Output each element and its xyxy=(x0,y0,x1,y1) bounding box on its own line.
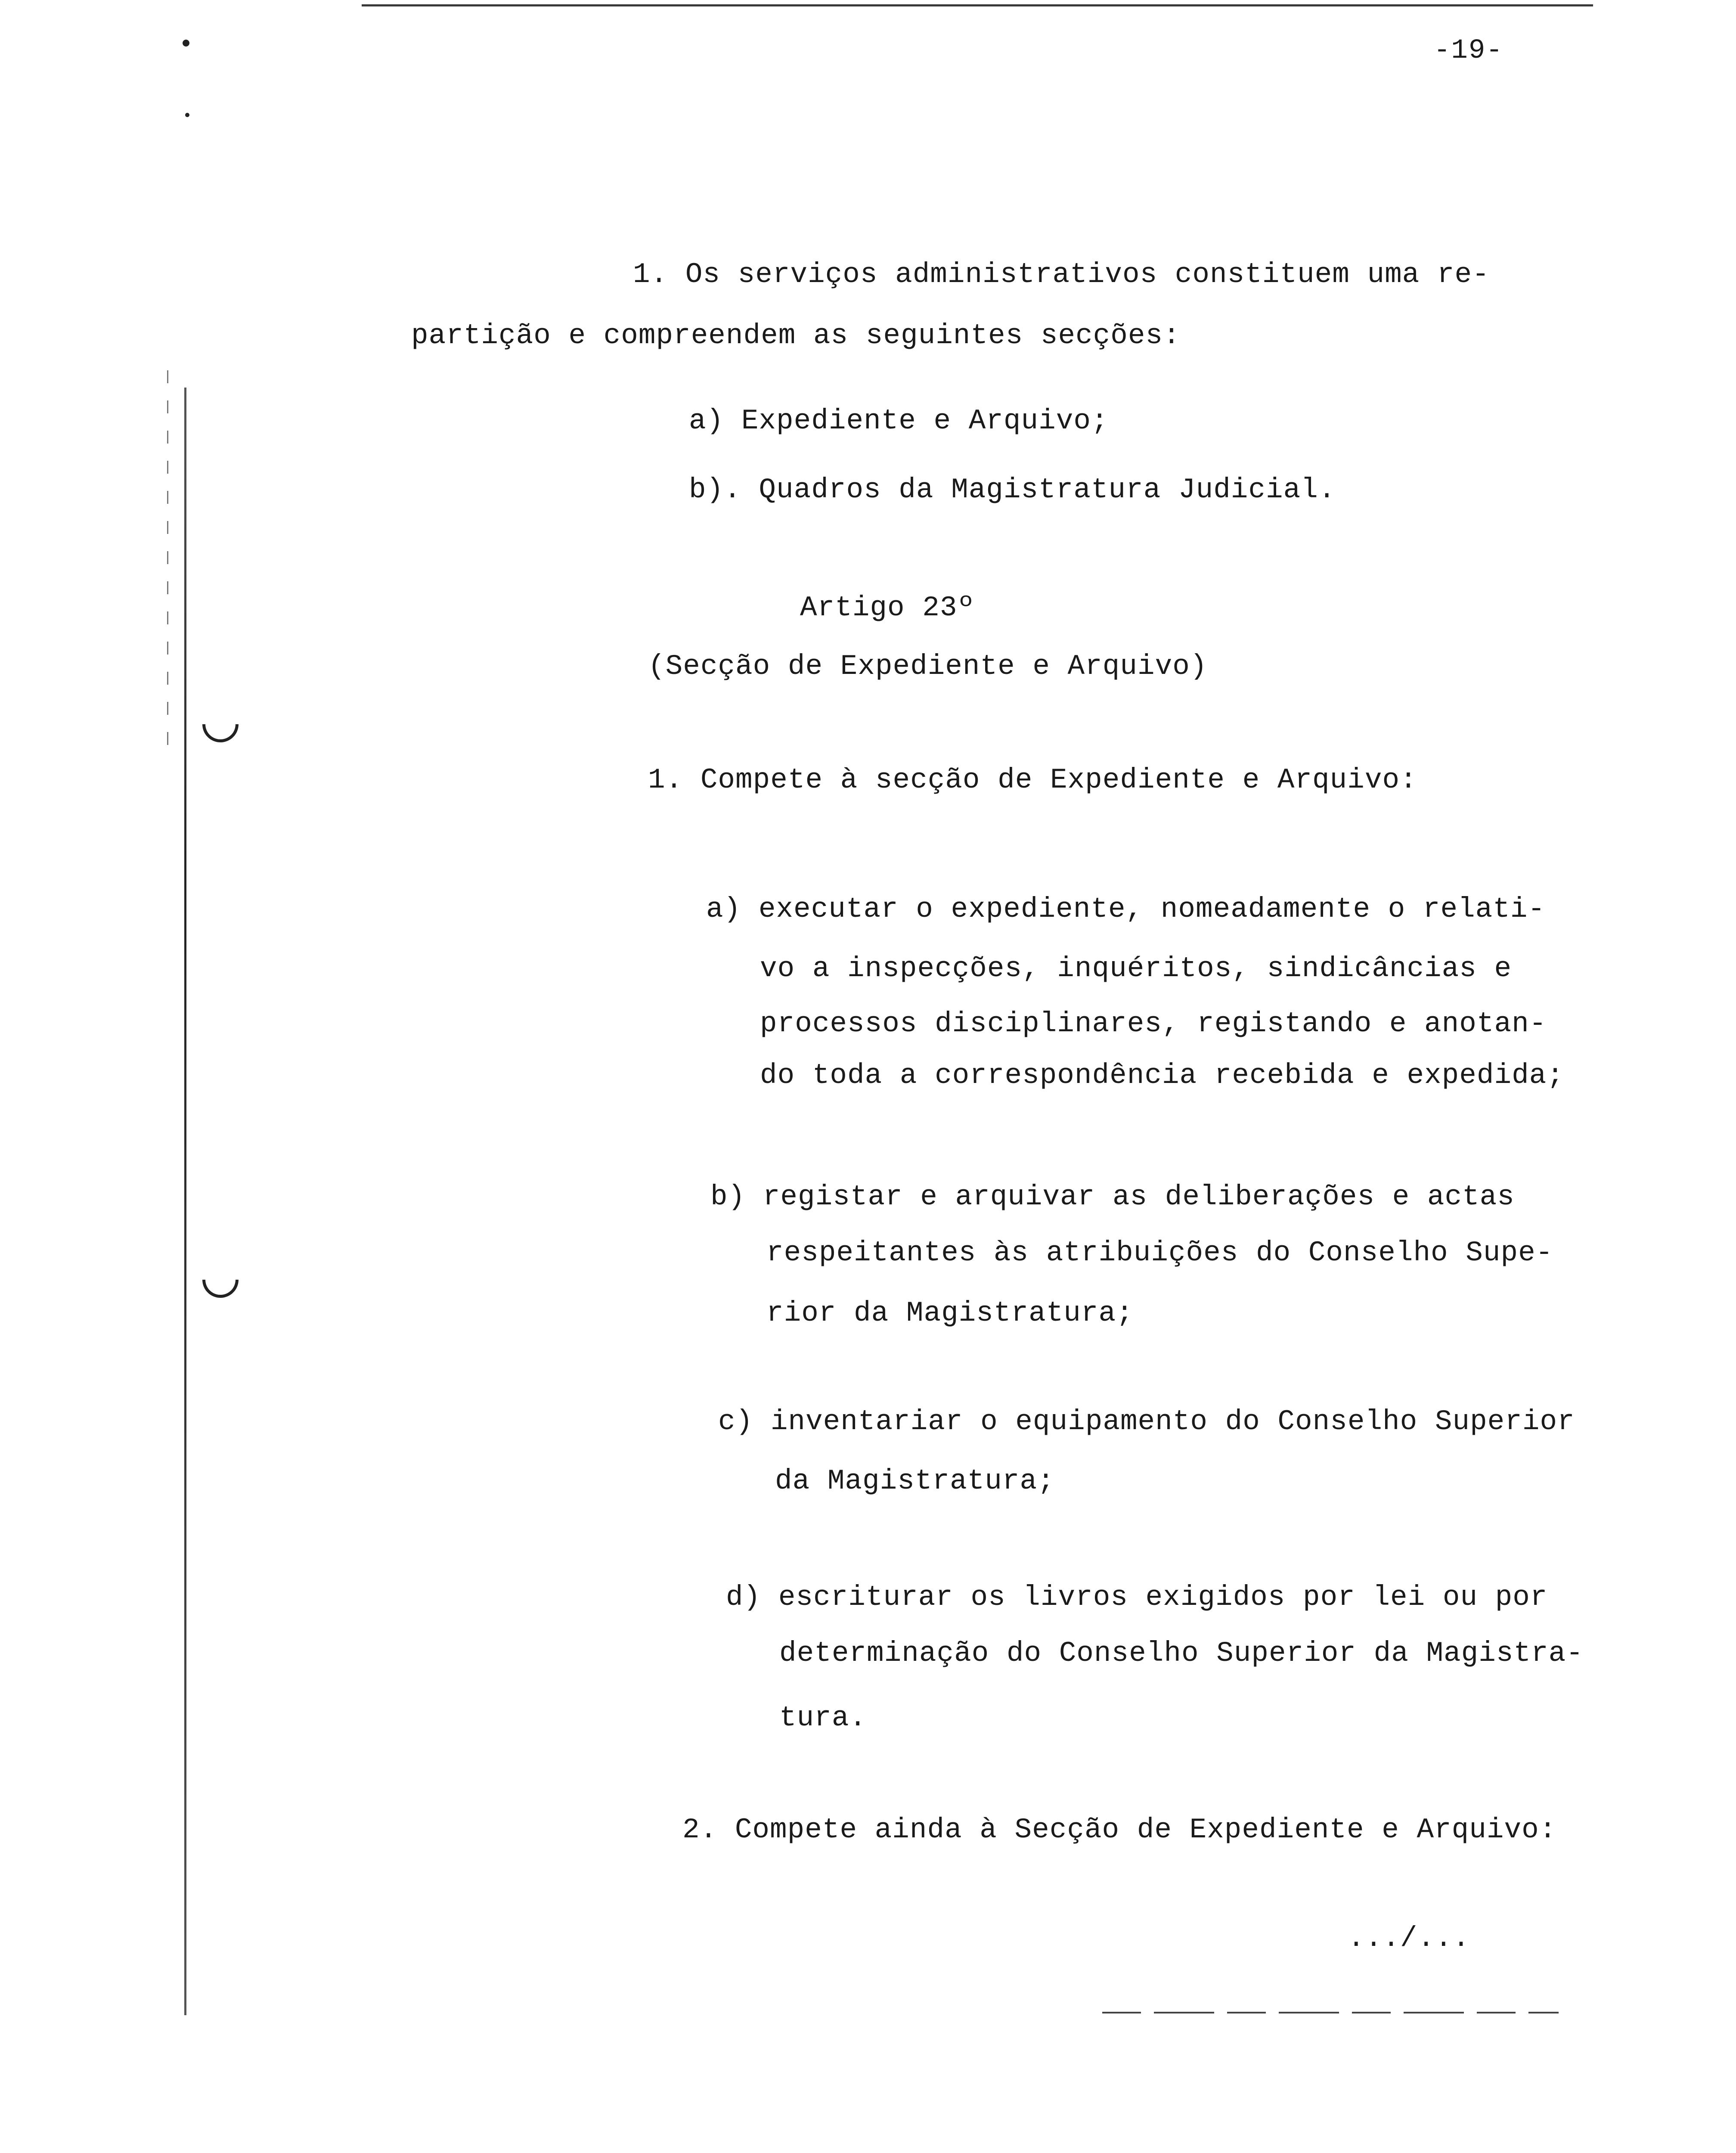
paragraph-line: partição e compreendem as seguintes secções: xyxy=(411,320,1181,352)
scan-speck xyxy=(183,40,189,47)
subclause-line: tura. xyxy=(779,1702,867,1734)
subclause-line: processos disciplinares, registando e anotan- xyxy=(760,1008,1547,1040)
article-title: Artigo 23º xyxy=(800,592,975,624)
page-number: -19- xyxy=(1434,35,1504,66)
subclause-line: b) registar e arquivar as deliberações e actas xyxy=(710,1181,1515,1213)
subclause-line: c) inventariar o equipamento do Conselho Superior xyxy=(718,1405,1575,1438)
bottom-torn-rule xyxy=(1102,2012,1559,2013)
clause-heading: 2. Compete ainda à Secção de Expediente e Arquivo: xyxy=(682,1814,1557,1846)
subclause-line: do toda a correspondência recebida e expedida; xyxy=(760,1059,1564,1092)
scan-speck xyxy=(185,113,189,117)
subclause-line: rior da Magistratura; xyxy=(766,1297,1134,1329)
article-subtitle: (Secção de Expediente e Arquivo) xyxy=(648,650,1208,683)
binding-edge-dashes xyxy=(167,370,168,758)
punch-hole-mark xyxy=(195,699,246,750)
scan-top-edge-line xyxy=(362,4,1593,6)
subclause-line: vo a inspecções, inquéritos, sindicâncias e xyxy=(760,952,1512,985)
list-item: a) Expediente e Arquivo; xyxy=(689,405,1109,437)
paragraph-line: 1. Os serviços administrativos constituem uma re- xyxy=(633,258,1490,291)
list-item: b). Quadros da Magistratura Judicial. xyxy=(689,474,1336,506)
subclause-line: respeitantes às atribuições do Conselho Supe- xyxy=(766,1237,1553,1269)
clause-heading: 1. Compete à secção de Expediente e Arquivo: xyxy=(648,764,1417,796)
binding-edge-line xyxy=(184,388,186,2015)
subclause-line: da Magistratura; xyxy=(775,1465,1055,1497)
subclause-line: a) executar o expediente, nomeadamente o relati- xyxy=(706,893,1546,925)
subclause-line: determinação do Conselho Superior da Magistra- xyxy=(779,1637,1584,1669)
punch-hole-mark xyxy=(195,1254,246,1306)
subclause-line: d) escriturar os livros exigidos por lei ou por xyxy=(726,1581,1548,1613)
continuation-marker: .../... xyxy=(1348,1922,1470,1954)
